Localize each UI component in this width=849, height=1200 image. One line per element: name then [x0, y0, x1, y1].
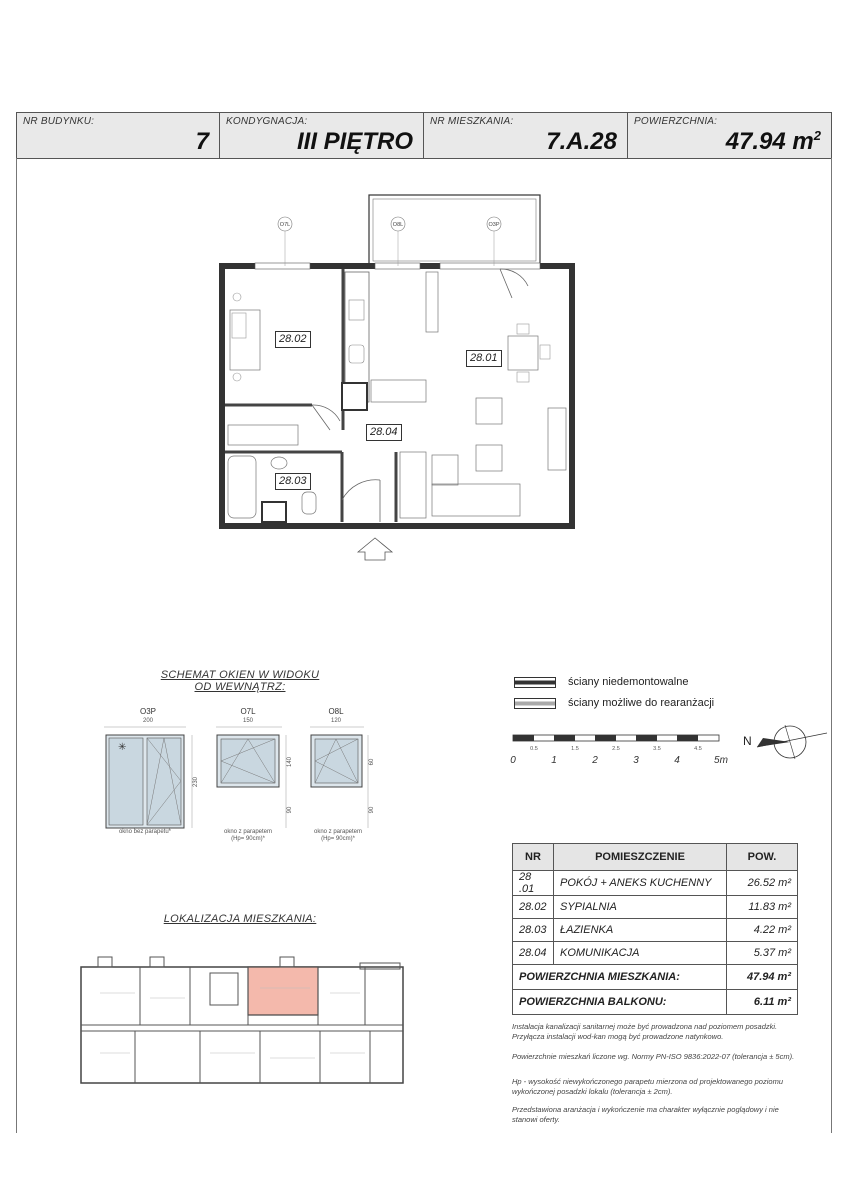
- window-o7l-height: 140: [287, 756, 293, 768]
- scale-bar: [505, 725, 835, 780]
- row-nr: 28.03: [513, 919, 554, 942]
- area-value: 47.94 m: [725, 128, 814, 155]
- window-o7l-name: O7L: [240, 707, 256, 716]
- area-label: POWIERZCHNIA:: [634, 116, 718, 127]
- floor-value: III PIĘTRO: [296, 128, 413, 155]
- scale-minor-1-5: 1.5: [571, 746, 579, 752]
- scale-minor-4-5: 4.5: [694, 746, 702, 752]
- note-installation: Instalacja kanalizacji sanitarnej może być prowadzona nad poziomem posadzki. Przyłącza instalacji wod-kan mogą być prowadzone natynkowo.: [512, 1022, 778, 1041]
- scale-minor-3-5: 3.5: [653, 746, 661, 752]
- pillow: [232, 313, 246, 338]
- window-o8l-sill: 90: [369, 806, 375, 814]
- row-nr: 28.02: [513, 896, 554, 919]
- balcony-area-label: POWIERZCHNIA BALKONU:: [513, 990, 727, 1015]
- window-o7l-drawing: [216, 727, 286, 828]
- room-label-28-03: 28.03: [275, 473, 311, 490]
- building-label: NR BUDYNKU:: [23, 116, 95, 127]
- compass-north-label: N: [743, 734, 752, 748]
- scale-major-1: 1: [551, 755, 557, 766]
- scale-minor-0-5: 0.5: [530, 746, 538, 752]
- row-area: 5.37 m²: [727, 942, 798, 965]
- coffee-table: [476, 445, 502, 471]
- row-room-name: SYPIALNIA: [554, 896, 727, 919]
- total-area-row: [513, 965, 798, 990]
- kitchen-island: [371, 380, 426, 402]
- washbasin: [271, 457, 287, 469]
- legend-swatch-rearrangeable: [514, 698, 556, 709]
- scale-major-2: 2: [592, 755, 598, 766]
- balcony-inner: [373, 199, 536, 261]
- wardrobe-hall: [400, 452, 426, 518]
- nightstand-lamp-2: [233, 373, 241, 381]
- row-room-name: ŁAZIENKA: [554, 919, 727, 942]
- room-label-28-02: 28.02: [275, 331, 311, 348]
- table-header-nr: NR: [513, 844, 554, 871]
- scale-major-3: 3: [633, 755, 639, 766]
- fridge-column: [426, 272, 438, 332]
- unit-label: NR MIESZKANIA:: [430, 116, 514, 127]
- door-balcony: [500, 269, 528, 298]
- dining-table: [508, 336, 538, 370]
- note-sill-height: Hp - wysokość niewykończonego parapetu mierzona od projektowanego poziomu wykończonej posadzki lokalu (tolerancja ± 2cm).: [512, 1077, 783, 1096]
- chair-1: [517, 324, 529, 334]
- bed: [230, 310, 260, 370]
- cooktop-icon: [349, 300, 364, 320]
- highlighted-apartment: [248, 967, 318, 1015]
- window-o3p-drawing: [104, 727, 192, 828]
- window-schema-title: [140, 669, 340, 693]
- window-o7l-caption: okno z parapetem (Hp= 90cm)*: [223, 829, 273, 842]
- window-schema-drawings: [0, 720, 400, 840]
- scale-major-0: 0: [510, 755, 516, 766]
- row-area: 26.52 m²: [727, 871, 798, 896]
- sofa: [432, 484, 520, 516]
- armchair: [476, 398, 502, 424]
- window-tag-o7l: O7L: [279, 222, 291, 228]
- total-area-value: 47.94 m²: [727, 965, 798, 990]
- unit-value: 7.A.28: [546, 128, 617, 155]
- table-row: [513, 942, 798, 965]
- window-o8l-width: 120: [330, 718, 341, 724]
- window-o8l-name: O8L: [328, 707, 344, 716]
- chair-2: [517, 372, 529, 382]
- legend-item-rearrangeable: [514, 697, 714, 709]
- window-tag-o3p: O3P: [488, 222, 500, 228]
- entrance-arrow-icon: [358, 538, 392, 560]
- chair-3: [540, 345, 550, 359]
- table-header-area: POW.: [727, 844, 798, 871]
- row-nr: 28 .01: [513, 871, 554, 896]
- window-o8l-height: 60: [369, 758, 375, 766]
- scale-bar-segments: [513, 735, 719, 741]
- window-o3p-name: O3P: [139, 707, 156, 716]
- balcony-area-row: [513, 990, 798, 1015]
- fixed-pane-icon: ✳: [118, 742, 127, 753]
- scale-major-4: 4: [674, 755, 680, 766]
- legend-label-fixed: ściany niedemontowalne: [568, 676, 689, 688]
- tv-unit: [548, 408, 566, 470]
- table-row: [513, 919, 798, 942]
- scale-major-5: 5m: [714, 755, 728, 766]
- window-o3p-opening: [440, 263, 540, 269]
- window-tag-o8l: O8L: [392, 222, 404, 228]
- note-disclaimer: Przedstawiona aranżacja i wykończenie ma charakter wyłącznie poglądowy i nie stanowi oferty.: [512, 1105, 779, 1124]
- table-header-row: [513, 844, 798, 871]
- window-o8l-caption: okno z parapetem (Hp= 90cm)*: [313, 829, 363, 842]
- floor-label: KONDYGNACJA:: [226, 116, 308, 127]
- legend-item-fixed: [514, 676, 688, 688]
- rooms-table: [512, 843, 798, 1015]
- table-header-room: POMIESZCZENIE: [554, 844, 727, 871]
- door-entrance: [342, 480, 380, 522]
- row-room-name: KOMUNIKACJA: [554, 942, 727, 965]
- total-area-label: POWIERZCHNIA MIESZKANIA:: [513, 965, 727, 990]
- table-row: [513, 896, 798, 919]
- bathtub: [228, 456, 256, 518]
- window-schema-title-line2: OD WEWNĄTRZ:: [194, 681, 286, 693]
- window-o7l-opening: [255, 263, 310, 269]
- window-o8l-drawing: [310, 727, 368, 828]
- window-o7l-sill: 90: [287, 806, 293, 814]
- wardrobe-bedroom: [228, 425, 298, 445]
- area-unit-sup: 2: [813, 128, 821, 143]
- window-o3p-height: 230: [193, 776, 199, 788]
- sofa-chaise: [432, 455, 458, 485]
- row-area: 4.22 m²: [727, 919, 798, 942]
- door-bedroom: [312, 405, 340, 430]
- sink-icon: [349, 345, 364, 363]
- row-nr: 28.04: [513, 942, 554, 965]
- room-label-28-01: 28.01: [466, 350, 502, 367]
- window-tags: [278, 217, 501, 266]
- compass-icon: [757, 725, 827, 759]
- legend-swatch-fixed: [514, 677, 556, 688]
- window-o3p-width: 200: [142, 718, 153, 724]
- shaft: [342, 383, 367, 410]
- legend-label-rearrangeable: ściany możliwe do rearanżacji: [568, 697, 715, 709]
- bath-shaft: [262, 502, 286, 522]
- room-label-28-04: 28.04: [366, 424, 402, 441]
- window-schema-title-line1: SCHEMAT OKIEN W WIDOKU: [160, 669, 320, 681]
- location-title: LOKALIZACJA MIESZKANIA:: [163, 913, 317, 925]
- balcony-area-value: 6.11 m²: [727, 990, 798, 1015]
- note-area-standard: Powierzchnie mieszkań liczone wg. Normy PN-ISO 9836:2022-07 (tolerancja ± 5cm).: [512, 1052, 795, 1061]
- row-room-name: POKÓJ + ANEKS KUCHENNY: [554, 871, 727, 896]
- window-o8l-opening: [375, 263, 420, 269]
- location-map: [80, 953, 405, 1085]
- scale-minor-2-5: 2.5: [612, 746, 620, 752]
- table-row: [513, 871, 798, 896]
- building-value: 7: [195, 128, 209, 155]
- toilet: [302, 492, 316, 514]
- nightstand-lamp: [233, 293, 241, 301]
- window-o3p-caption: okno bez parapetu*: [118, 829, 172, 835]
- window-o7l-width: 150: [242, 718, 253, 724]
- row-area: 11.83 m²: [727, 896, 798, 919]
